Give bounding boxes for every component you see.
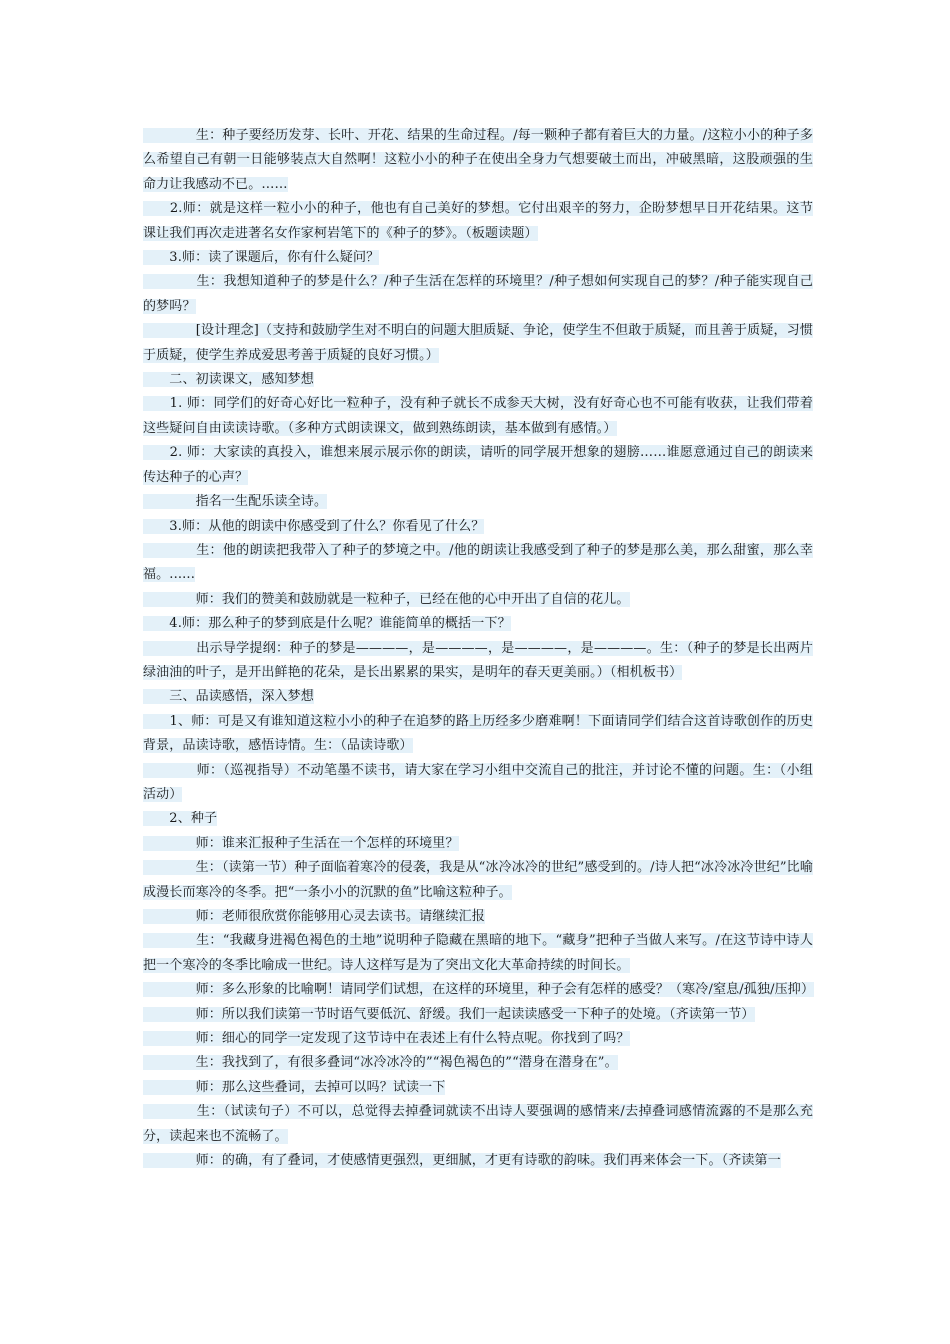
paragraph	[143, 710, 813, 759]
paragraph	[143, 759, 813, 808]
paragraph-text: 指名一生配乐读全诗。	[143, 494, 328, 510]
paragraph	[143, 270, 813, 319]
paragraph-text: 师：细心的同学一定发现了这节诗中在表述上有什么特点呢。你找到了吗？	[143, 1031, 630, 1047]
paragraph-text: 生：（读第一节）种子面临着寒冷的侵袭，我是从“冰冷冰冷的世纪”感受到的。/诗人把“冰冷冰冷世纪”比喻成漫长而寒冷的冬季。把“一条小小的沉默的鱼”比喻这粒种子。	[143, 860, 813, 900]
paragraph-text: 生：他的朗读把我带入了种子的梦境之中。/他的朗读让我感受到了种子的梦是那么美，那么甜蜜，那么幸福。......	[143, 542, 813, 583]
paragraph	[143, 197, 813, 246]
section-heading-text: 二、初读课文，感知梦想	[143, 372, 314, 388]
paragraph-text: 3.师：读了课题后，你有什么疑问？	[143, 250, 380, 266]
paragraph	[143, 1149, 813, 1173]
paragraph-text: 师：的确，有了叠词，才使感情更强烈，更细腻，才更有诗歌的韵味。我们再来体会一下。（齐读第一	[143, 1153, 781, 1169]
paragraph-text: [设计理念]（支持和鼓励学生对不明白的问题大胆质疑、争论，使学生不但敢于质疑，而且善于质疑，习惯于质疑，使学生养成爱思考善于质疑的良好习惯。）	[143, 323, 813, 363]
paragraph-text: 3.师：从他的朗读中你感受到了什么？你看见了什么？	[143, 518, 485, 534]
subsection-heading	[143, 807, 813, 831]
paragraph-text: 生：（试读句子）不可以，总觉得去掉叠词就读不出诗人要强调的感情来/去掉叠词感情流露的不是那么充分，读起来也不流畅了。	[143, 1104, 813, 1144]
paragraph-text: 生：我找到了，有很多叠词“冰冷冰冷的”“褐色褐色的”“潜身在潜身在”。	[143, 1055, 618, 1071]
paragraph	[143, 978, 813, 1002]
paragraph	[143, 612, 813, 636]
paragraph-text: 师：谁来汇报种子生活在一个怎样的环境里？	[143, 835, 459, 851]
paragraph-text: 2.师：就是这样一粒小小的种子，他也有自己美好的梦想。它付出艰辛的努力，企盼梦想早日开花结果。这节课让我们再次走进著名女作家柯岩笔下的《种子的梦》。（板题读题）	[143, 201, 813, 241]
paragraph-text: 4.师：那么种子的梦到底是什么呢？谁能简单的概括一下？	[143, 616, 511, 632]
paragraph-text: 生：种子要经历发芽、长叶、开花、结果的生命过程。/每一颗种子都有着巨大的力量。/这粒小小的种子多么希望自己有朝一日能够装点大自然啊！这粒小小的种子在使出全身力气想要破土而出，冲破黑暗，这股顽强的生命力让我感动不已。……	[143, 128, 813, 192]
paragraph-text: 师：老师很欣赏你能够用心灵去读书。请继续汇报	[143, 909, 485, 924]
paragraph-text: 1、师：可是又有谁知道这粒小小的种子在追梦的路上历经多少磨难啊！下面请同学们结合这首诗歌创作的历史背景，品读诗歌，感悟诗情。生：（品读诗歌）	[143, 713, 813, 754]
document-body	[143, 124, 813, 1173]
paragraph	[143, 856, 813, 905]
paragraph	[143, 588, 813, 612]
paragraph	[143, 515, 813, 539]
paragraph	[143, 319, 813, 368]
section-heading	[143, 368, 813, 392]
paragraph	[143, 392, 813, 441]
paragraph	[143, 539, 813, 588]
paragraph-text: 2. 师：大家读的真投入，谁想来展示展示你的朗读，请听的同学展开想象的翅膀……谁愿意通过自己的朗读来传达种子的心声？	[143, 445, 813, 485]
paragraph-text: 生：我想知道种子的梦是什么？/种子生活在怎样的环境里？/种子想如何实现自己的梦？/种子能实现自己的梦吗？	[143, 274, 813, 314]
paragraph-text: 师：那么这些叠词，去掉可以吗？试读一下	[143, 1079, 446, 1095]
paragraph	[143, 246, 813, 270]
paragraph	[143, 832, 813, 856]
paragraph-text: 师：所以我们读第一节时语气要低沉、舒缓。我们一起读读感受一下种子的处境。（齐读第一节）	[143, 1006, 755, 1022]
paragraph	[143, 1076, 813, 1100]
paragraph-text: 出示导学提纲：种子的梦是————，是————，是————，是————。生：（种子的梦是长出两片绿油油的叶子，是开出鲜艳的花朵，是长出累累的果实，是明年的春天更美丽。）（相机板书）	[143, 640, 813, 680]
paragraph	[143, 637, 813, 686]
section-heading-text: 三、品读感悟，深入梦想	[143, 689, 314, 705]
paragraph-text: 1. 师：同学们的好奇心好比一粒种子，没有种子就长不成参天大树，没有好奇心也不可能有收获，让我们带着这些疑问自由读读诗歌。（多种方式朗读课文，做到熟练朗读，基本做到有感情。）	[143, 396, 813, 436]
paragraph	[143, 124, 813, 197]
paragraph-text: 生：“我藏身进褐色褐色的土地”说明种子隐藏在黑暗的地下。“藏身”把种子当做人来写。/在这节诗中诗人把一个寒冷的冬季比喻成一世纪。诗人这样写是为了突出文化大革命持续的时间长。	[143, 933, 813, 973]
paragraph	[143, 441, 813, 490]
paragraph	[143, 1051, 813, 1075]
subsection-heading-text: 2、种子	[143, 811, 218, 827]
paragraph	[143, 905, 813, 929]
paragraph	[143, 490, 813, 514]
paragraph	[143, 1027, 813, 1051]
paragraph	[143, 929, 813, 978]
paragraph-text: 师：多么形象的比喻啊！请同学们试想，在这样的环境里，种子会有怎样的感受？（寒冷/窒息/孤独/压抑）	[143, 982, 815, 998]
paragraph-text: 师：我们的赞美和鼓励就是一粒种子，已经在他的心中开出了自信的花儿。	[143, 591, 630, 607]
paragraph	[143, 1100, 813, 1149]
section-heading	[143, 685, 813, 709]
paragraph	[143, 1003, 813, 1027]
paragraph-text: 师：（巡视指导）不动笔墨不读书，请大家在学习小组中交流自己的批注，并讨论不懂的问题。生：（小组活动）	[143, 762, 813, 802]
